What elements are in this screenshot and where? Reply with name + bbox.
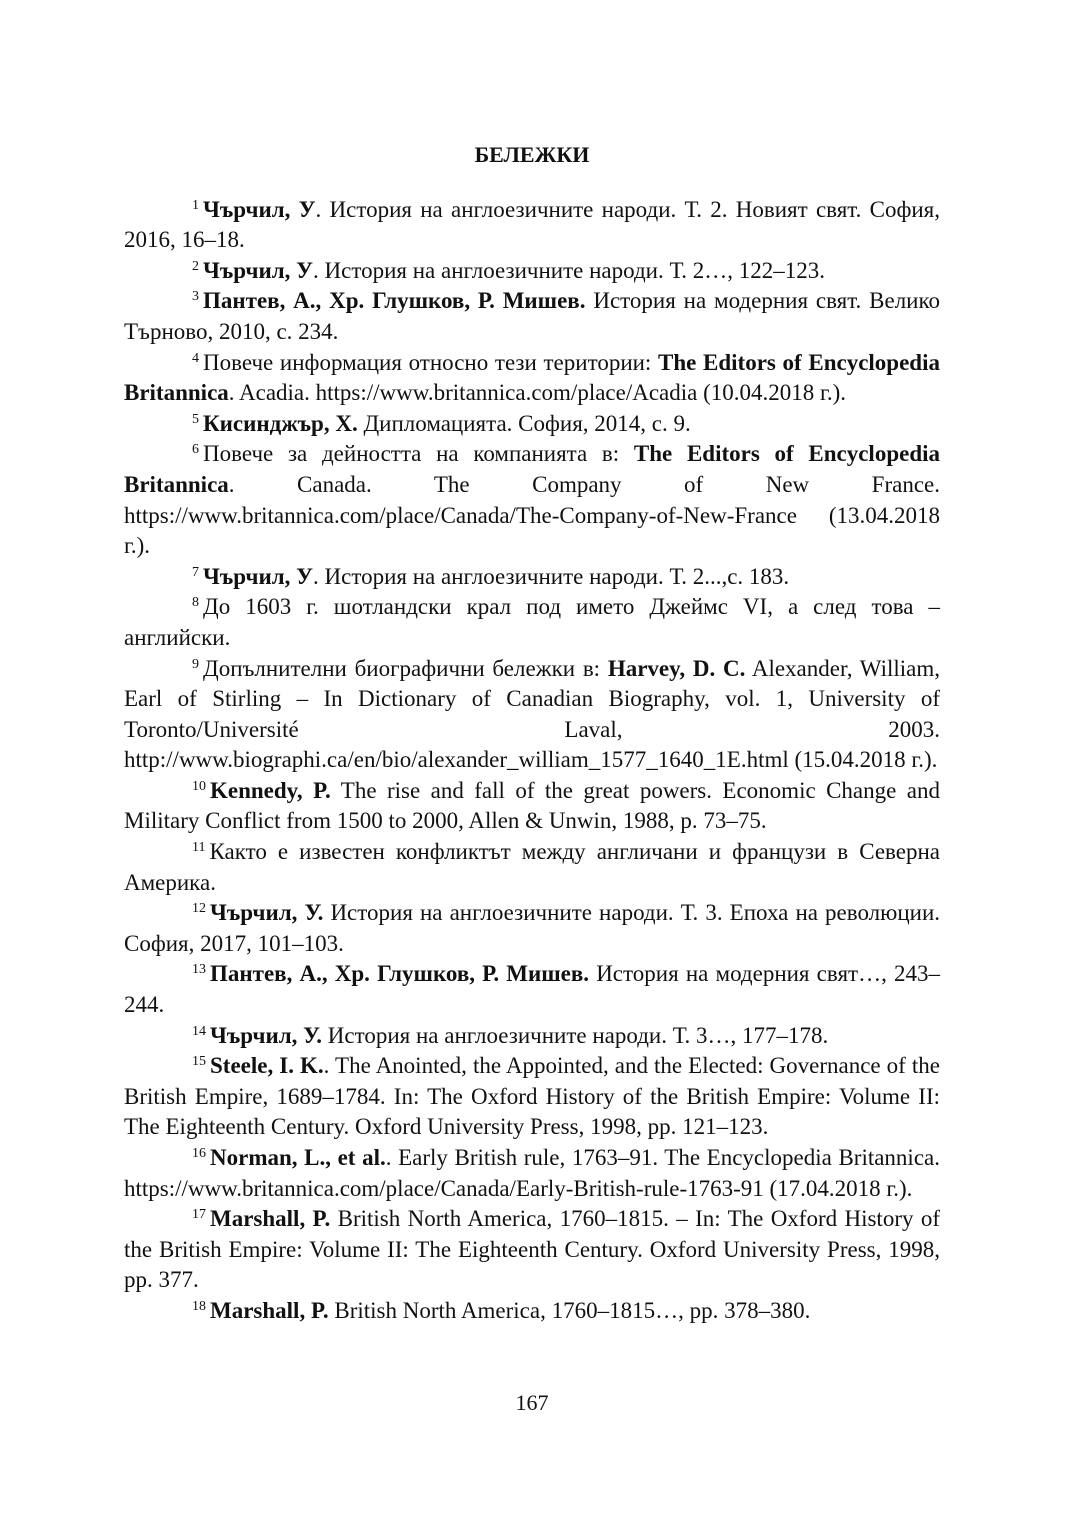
endnote-item xyxy=(124,1296,940,1327)
endnote-author: Kennedy, P. xyxy=(210,777,331,803)
endnote-text: . Early British rule, 1763–91. The Encyclopedia Britannica. https://www.britannica.com/place/Canada/Early-British-rule-1763-91 (17.04.2018 г.). xyxy=(124,1145,940,1201)
notes-list xyxy=(124,195,940,1327)
endnote-author: Пантев, А., Хр. Глушков, Р. Мишев. xyxy=(210,961,590,987)
endnote-number: 13 xyxy=(192,962,206,978)
endnote-intro: Повече информация относно тези територии: xyxy=(203,349,658,375)
endnote-item xyxy=(124,654,940,776)
endnote-text: British North America, 1760–1815. – In: The Oxford History of the British Empire: Volume II: The Eighteenth Century. Oxford University Press, 1998, pp. 377. xyxy=(124,1206,940,1293)
endnote-intro: Допълнителни биографични бележки в: xyxy=(203,655,608,681)
endnote-text: История на модерния свят…, 243–244. xyxy=(124,961,940,1018)
endnote-number: 14 xyxy=(192,1023,206,1039)
endnote-item xyxy=(124,1051,940,1143)
document-page xyxy=(124,140,940,1440)
endnote-intro: До 1603 г. шотландски крал под името Джеймс VI, а след това – английски. xyxy=(124,594,940,650)
endnote-item xyxy=(124,1143,940,1204)
endnote-item xyxy=(124,776,940,837)
endnote-item xyxy=(124,439,940,561)
endnote-text: Alexander, William, Earl of Stirling – In Dictionary of Canadian Biography, vol. 1, University of Toronto/Université Laval, 2003. http://www.biographi.ca/en/bio/alexander_william_1577_1640_1E.html (15.04.2018 г.). xyxy=(124,655,940,773)
page-title: БЕЛЕЖКИ xyxy=(474,142,590,167)
endnote-author: Steele, I. K. xyxy=(210,1053,324,1079)
endnote-item xyxy=(124,837,940,898)
endnote-number: 16 xyxy=(192,1146,206,1161)
endnote-item xyxy=(124,562,940,593)
endnote-author: Norman, L., et al. xyxy=(210,1145,386,1170)
endnote-text: . История на англоезичните народи. Т. 2. Новият свят. София, 2016, 16–18. xyxy=(124,196,940,253)
endnote-author: Чърчил, У xyxy=(203,257,314,283)
endnote-item xyxy=(124,286,940,347)
endnote-intro: Повече за дейността на компанията в: xyxy=(203,441,634,467)
endnote-author: The Editors of Encyclopedia Britannica xyxy=(124,349,940,406)
endnote-item xyxy=(124,195,940,256)
endnote-item xyxy=(124,592,940,653)
endnote-number: 15 xyxy=(192,1054,206,1070)
endnote-item xyxy=(124,1021,940,1052)
endnote-number: 2 xyxy=(192,258,199,274)
endnote-text: . История на англоезичните народи. Т. 2…, 122–123. xyxy=(313,257,825,283)
endnote-item xyxy=(124,348,940,409)
endnote-author: Чърчил, У. xyxy=(210,1022,323,1048)
endnote-item xyxy=(124,409,940,440)
endnote-item xyxy=(124,898,940,959)
endnote-text: История на англоезичните народи. Т. 3. Епоха на революции. София, 2017, 101–103. xyxy=(124,900,941,956)
endnote-number: 6 xyxy=(192,442,199,458)
endnote-text: . Canada. The Company of New France. https://www.britannica.com/place/Canada/The-Company-of-New-France (13.04.2018 г.). xyxy=(124,471,940,559)
endnote-author: Чърчил, У xyxy=(203,563,314,589)
endnote-author: Marshall, P. xyxy=(210,1206,331,1232)
endnote-text: . Acadia. https://www.britannica.com/place/Acadia (10.04.2018 г.). xyxy=(228,380,847,406)
endnote-text: Дипломацията. София, 2014, с. 9. xyxy=(357,410,691,436)
endnote-author: Чърчил, У. xyxy=(210,900,324,926)
endnote-intro: Както е известен конфликтът между англичани и французи в Северна Америка. xyxy=(124,839,940,895)
endnote-author: The Editors of Encyclopedia Britannica xyxy=(124,441,940,497)
endnote-author: Чърчил, У xyxy=(203,196,316,222)
endnote-text: . История на англоезичните народи. Т. 2...,с. 183. xyxy=(313,563,790,589)
endnote-number: 5 xyxy=(192,411,199,427)
endnote-author: Пантев, А., Хр. Глушков, Р. Мишев. xyxy=(203,288,586,314)
endnote-author: Marshall, P. xyxy=(210,1297,329,1323)
endnote-author: Кисинджър, Х. xyxy=(203,410,358,436)
endnote-number: 4 xyxy=(192,350,199,366)
endnote-number: 12 xyxy=(192,901,206,917)
endnote-text: История на модерния свят. Велико Търново, 2010, с. 234. xyxy=(124,288,940,344)
endnote-author: Harvey, D. C. xyxy=(607,655,746,681)
endnote-number: 17 xyxy=(192,1207,206,1223)
endnote-number: 8 xyxy=(192,595,199,611)
endnote-item xyxy=(124,959,940,1020)
endnote-text: История на англоезичните народи. Т. 3…, 177–178. xyxy=(322,1022,829,1048)
endnote-text: British North America, 1760–1815…, pp. 378–380. xyxy=(328,1297,811,1323)
endnote-number: 7 xyxy=(192,564,199,580)
endnote-number: 3 xyxy=(192,289,199,305)
endnote-number: 1 xyxy=(192,197,199,213)
endnote-number: 9 xyxy=(192,656,199,672)
endnote-item xyxy=(124,256,940,287)
endnote-number: 18 xyxy=(192,1298,206,1314)
page-number: 167 xyxy=(515,1390,549,1415)
endnote-item xyxy=(124,1204,940,1296)
endnote-number: 11 xyxy=(192,840,206,856)
endnote-text: . The Anointed, the Appointed, and the Elected: Governance of the British Empire, 1689–1784. In: The Oxford History of the British Empire: Volume II: The Eighteenth Century. Oxford University Press, 1998, pp. 121–123. xyxy=(124,1053,940,1140)
endnote-number: 10 xyxy=(192,778,206,794)
endnote-text: The rise and fall of the great powers. Economic Change and Military Conflict from 1500 to 2000, Allen & Unwin, 1988, p. 73–75. xyxy=(124,777,940,834)
